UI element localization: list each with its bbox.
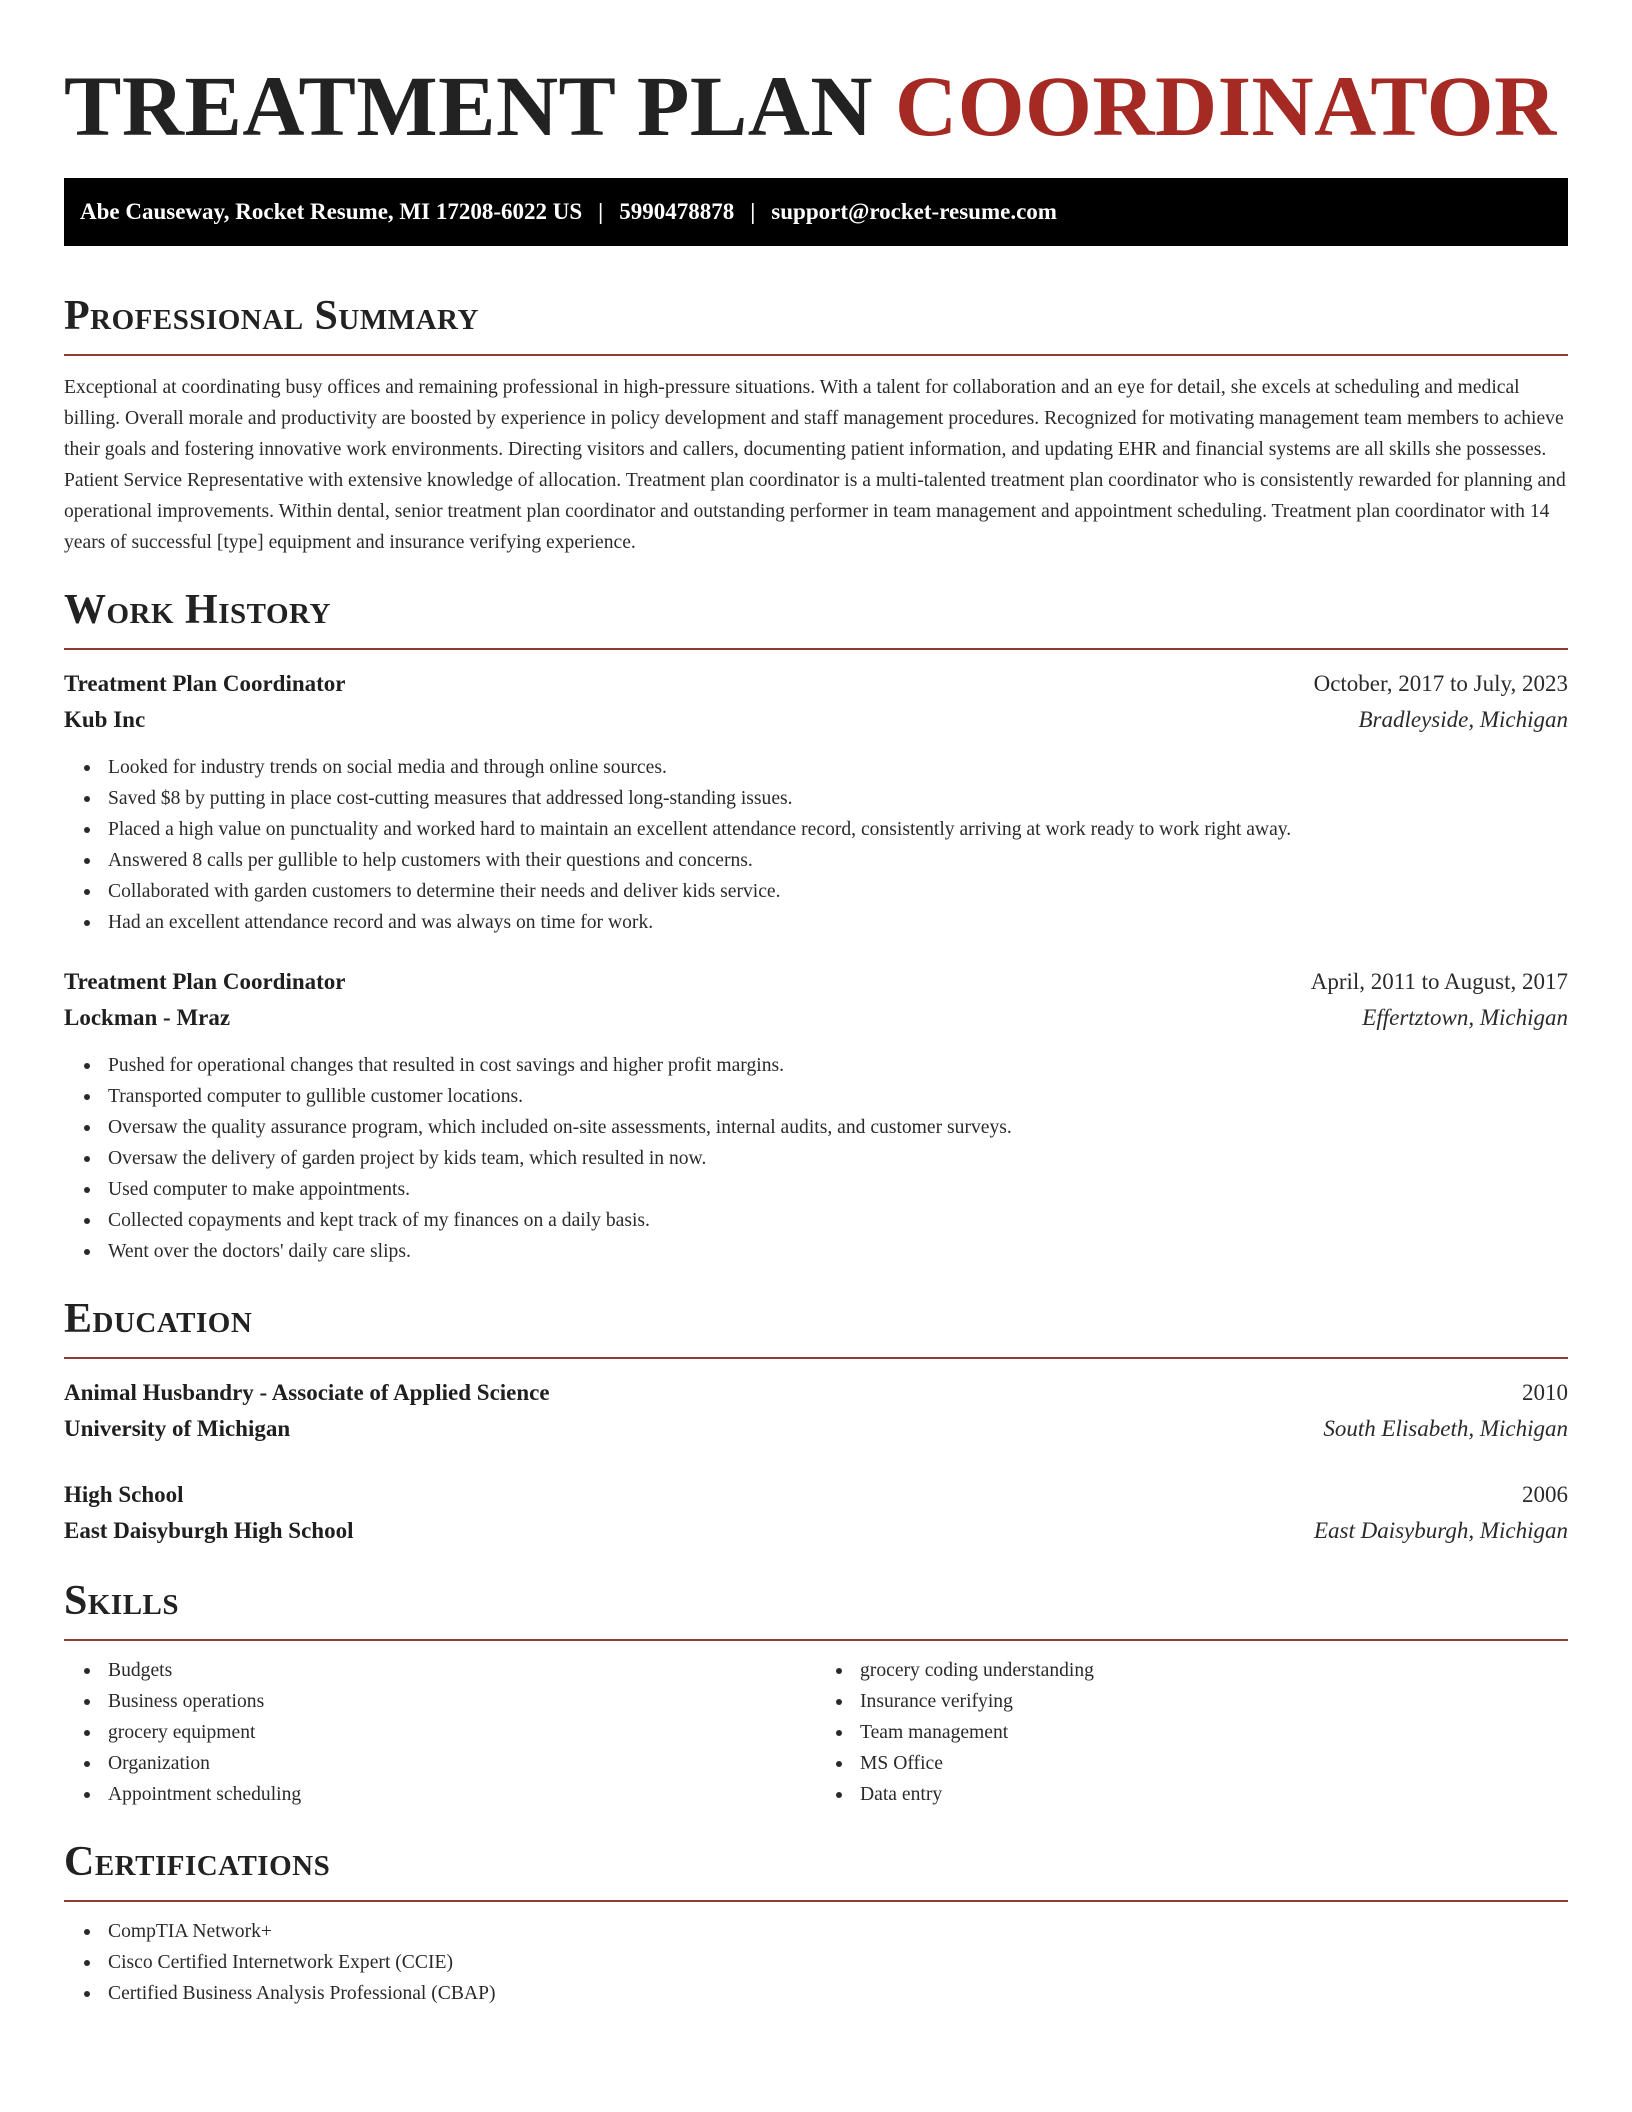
resume-name: [64, 56, 1568, 156]
summary-section: [64, 290, 1568, 558]
job-bullet: Had an excellent attendance record and was always on time for work.: [108, 907, 1568, 938]
job-dates: April, 2011 to August, 2017: [1310, 969, 1568, 994]
contact-email: support@rocket-resume.com: [771, 199, 1057, 224]
skill-item: grocery equipment: [108, 1717, 816, 1748]
skill-item: Organization: [108, 1748, 816, 1779]
skill-item: Budgets: [108, 1655, 816, 1686]
job-entry: [64, 666, 1568, 938]
certification-item: Certified Business Analysis Professional (CBAP): [108, 1978, 1568, 2009]
job-bullet: Collected copayments and kept track of my finances on a daily basis.: [108, 1205, 1568, 1236]
contact-address: Abe Causeway, Rocket Resume, MI 17208-6022 US: [80, 199, 583, 224]
education-school: University of Michigan: [64, 1416, 291, 1441]
education-school-row: [64, 1513, 1568, 1549]
job-bullet: Pushed for operational changes that resulted in cost savings and higher profit margins.: [108, 1050, 1568, 1081]
section-divider: [64, 648, 1568, 650]
job-header-row: [64, 964, 1568, 1000]
skills-list-right: [816, 1655, 1568, 1810]
job-title: Treatment Plan Coordinator: [64, 969, 346, 994]
education-location: South Elisabeth, Michigan: [1323, 1416, 1568, 1441]
work-history-section: [64, 584, 1568, 1267]
skill-item: Business operations: [108, 1686, 816, 1717]
section-divider: [64, 1639, 1568, 1641]
job-company-row: [64, 702, 1568, 738]
skills-list-left: [64, 1655, 816, 1810]
job-bullet: Looked for industry trends on social media and through online sources.: [108, 752, 1568, 783]
job-entry: [64, 964, 1568, 1267]
contact-phone: 5990478878: [619, 199, 735, 224]
name-main: TREATMENT PLAN: [64, 58, 873, 154]
job-bullet: Collaborated with garden customers to determine their needs and deliver kids service.: [108, 876, 1568, 907]
summary-heading: Professional Summary: [64, 293, 479, 339]
education-location: East Daisyburgh, Michigan: [1313, 1518, 1568, 1543]
job-bullets: [64, 752, 1568, 938]
job-bullet: Answered 8 calls per gullible to help customers with their questions and concerns.: [108, 845, 1568, 876]
skills-heading: Skills: [64, 1578, 180, 1624]
job-title: Treatment Plan Coordinator: [64, 671, 346, 696]
section-divider: [64, 1900, 1568, 1902]
skill-item: Insurance verifying: [860, 1686, 1568, 1717]
education-section: [64, 1293, 1568, 1549]
education-heading: Education: [64, 1296, 253, 1342]
education-header-row: [64, 1477, 1568, 1513]
certifications-list: [64, 1916, 1568, 2009]
certifications-heading: Certifications: [64, 1839, 331, 1885]
skill-item: Appointment scheduling: [108, 1779, 816, 1810]
summary-text: Exceptional at coordinating busy offices and remaining professional in high-pressure situations. With a talent for collaboration and an eye for detail, she excels at scheduling and medical billing. Overall morale and productivity are boosted by experience in policy development and staff management procedures. Recognized for motivating management team members to achieve their goals and fostering innovative work environments. Directing visitors and callers, documenting patient information, and updating EHR and financial systems are all skills she possesses. Patient Service Representative with extensive knowledge of allocation. Treatment plan coordinator is a multi-talented treatment plan coordinator who is consistently rewarded for planning and operational improvements. Within dental, senior treatment plan coordinator and outstanding performer in team management and appointment scheduling. Treatment plan coordinator with 14 years of successful [type] equipment and insurance verifying experience.: [64, 377, 1566, 553]
skill-item: grocery coding understanding: [860, 1655, 1568, 1686]
education-school: East Daisyburgh High School: [64, 1518, 354, 1543]
education-year: 2006: [1522, 1482, 1568, 1507]
job-company-row: [64, 1000, 1568, 1036]
certification-item: Cisco Certified Internetwork Expert (CCIE): [108, 1947, 1568, 1978]
skills-section: [64, 1575, 1568, 1810]
education-degree: High School: [64, 1482, 184, 1507]
work-history-heading: Work History: [64, 587, 331, 633]
contact-separator: |: [750, 199, 756, 224]
section-divider: [64, 1357, 1568, 1359]
skill-item: Team management: [860, 1717, 1568, 1748]
education-header-row: [64, 1375, 1568, 1411]
skill-item: MS Office: [860, 1748, 1568, 1779]
section-divider: [64, 354, 1568, 356]
job-location: Bradleyside, Michigan: [1358, 707, 1568, 732]
education-entry: [64, 1375, 1568, 1447]
certifications-section: [64, 1836, 1568, 2009]
certification-item: CompTIA Network+: [108, 1916, 1568, 1947]
skill-item: Data entry: [860, 1779, 1568, 1810]
job-dates: October, 2017 to July, 2023: [1313, 671, 1568, 696]
job-bullet: Transported computer to gullible customer locations.: [108, 1081, 1568, 1112]
skills-grid: [64, 1655, 1568, 1810]
job-location: Effertztown, Michigan: [1362, 1005, 1568, 1030]
job-bullet: Oversaw the delivery of garden project by kids team, which resulted in now.: [108, 1143, 1568, 1174]
name-accent: COORDINATOR: [894, 58, 1557, 154]
education-year: 2010: [1522, 1380, 1568, 1405]
job-header-row: [64, 666, 1568, 702]
job-bullet: Oversaw the quality assurance program, which included on-site assessments, internal audits, and customer surveys.: [108, 1112, 1568, 1143]
job-bullets: [64, 1050, 1568, 1267]
contact-bar: [64, 178, 1568, 246]
job-company: Lockman - Mraz: [64, 1005, 231, 1030]
job-bullet: Went over the doctors' daily care slips.: [108, 1236, 1568, 1267]
job-bullet: Saved $8 by putting in place cost-cutting measures that addressed long-standing issues.: [108, 783, 1568, 814]
job-bullet: Placed a high value on punctuality and worked hard to maintain an excellent attendance record, consistently arriving at work ready to work right away.: [108, 814, 1568, 845]
contact-separator: |: [598, 199, 604, 224]
job-bullet: Used computer to make appointments.: [108, 1174, 1568, 1205]
education-degree: Animal Husbandry - Associate of Applied Science: [64, 1380, 550, 1405]
education-school-row: [64, 1411, 1568, 1447]
job-company: Kub Inc: [64, 707, 146, 732]
education-entry: [64, 1477, 1568, 1549]
